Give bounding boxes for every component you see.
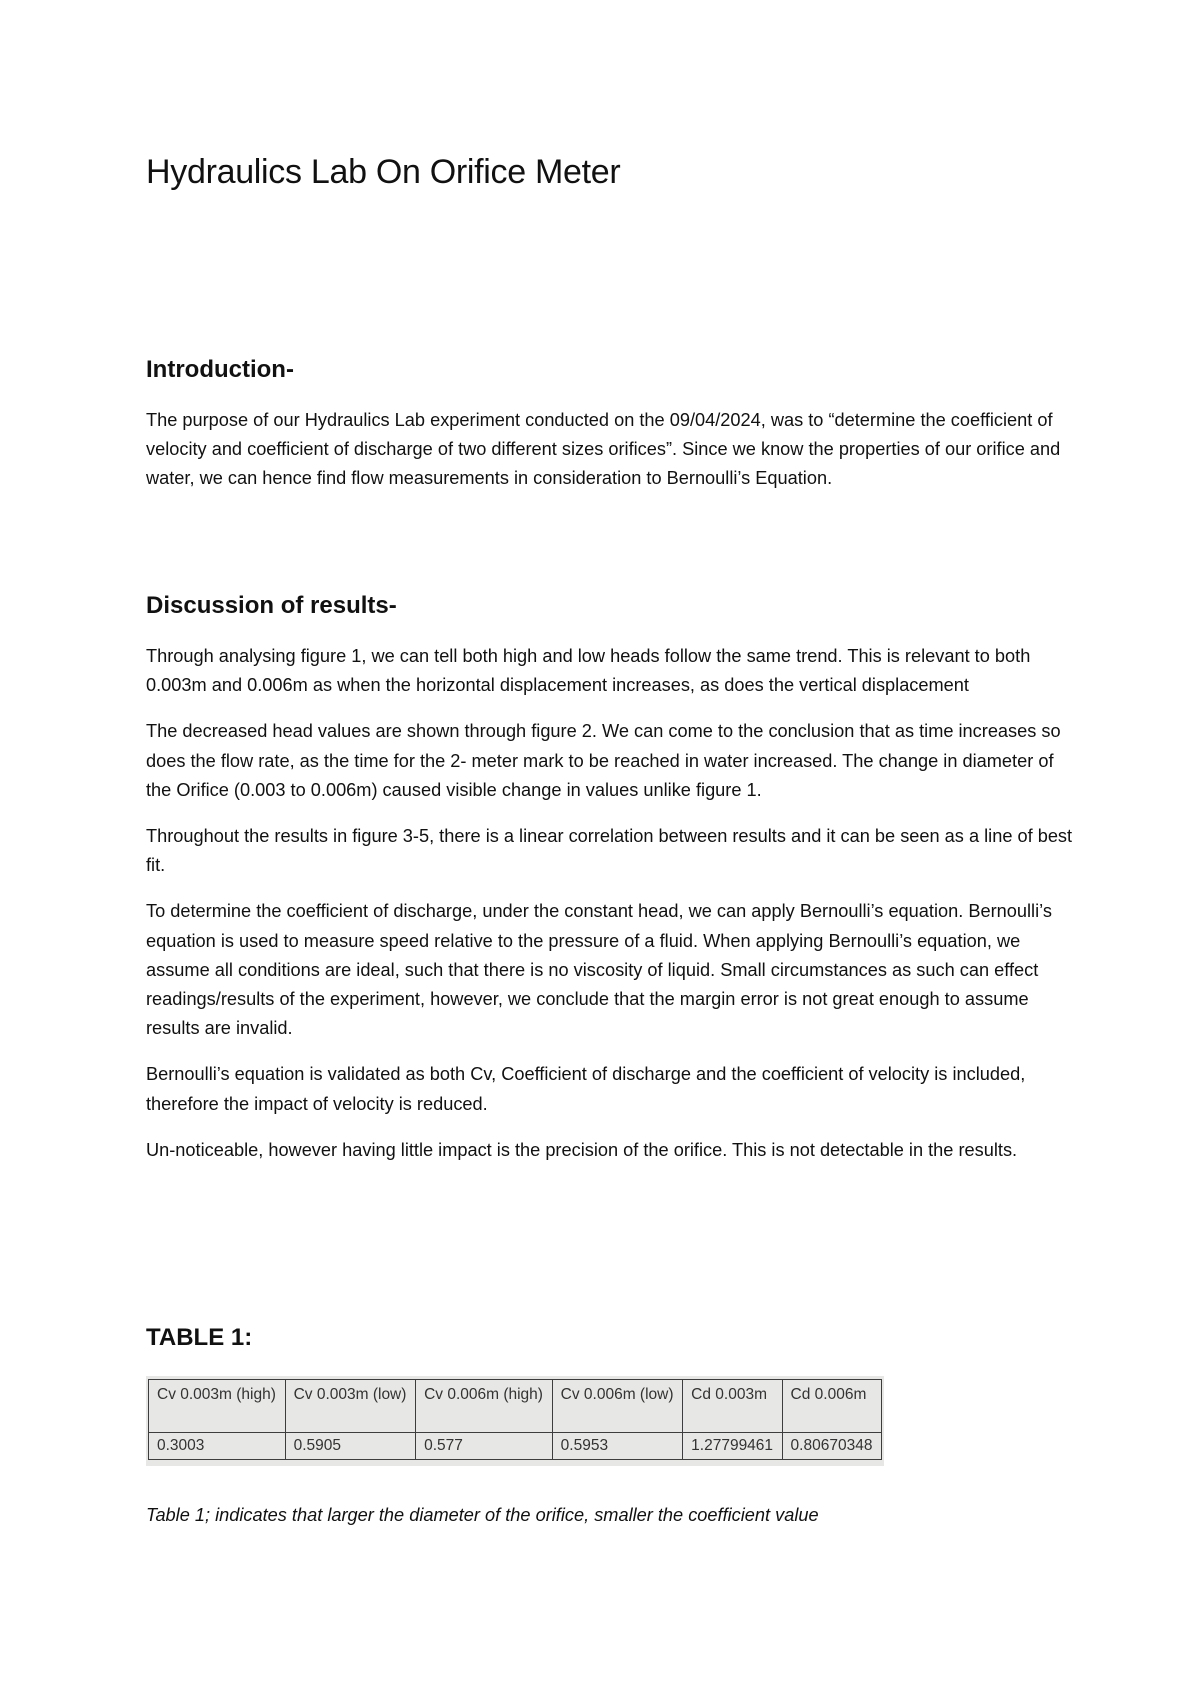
table-caption: Table 1; indicates that larger the diameter of the orifice, smaller the coefficient value xyxy=(146,1505,819,1526)
table-header-row xyxy=(149,1380,882,1433)
results-table-image xyxy=(146,1376,884,1466)
table-cell: 0.5953 xyxy=(552,1433,683,1460)
results-table xyxy=(148,1379,882,1460)
introduction-paragraph: The purpose of our Hydraulics Lab experiment conducted on the 09/04/2024, was to “determine the coefficient of velocity and coefficient of discharge of two different sizes orifices”. Since we know the properties of our orifice and water, we can hence find flow measurements in consideration to Bernoulli’s Equation. xyxy=(146,410,1061,489)
table-header-cell: Cv 0.003m (high) xyxy=(149,1380,286,1433)
table-header-cell: Cv 0.003m (low) xyxy=(285,1380,416,1433)
discussion-heading: Discussion of results- xyxy=(146,592,397,619)
table-row xyxy=(149,1433,882,1460)
table-cell: 0.3003 xyxy=(149,1433,286,1460)
table-heading: TABLE 1: xyxy=(146,1324,253,1351)
table-header-cell: Cv 0.006m (high) xyxy=(416,1380,553,1433)
discussion-body xyxy=(146,642,1076,1182)
table-header-cell: Cd 0.006m xyxy=(782,1380,881,1433)
table-cell: 1.27799461 xyxy=(683,1433,782,1460)
document-page xyxy=(146,150,1073,1526)
discussion-paragraph: To determine the coefficient of discharge, under the constant head, we can apply Bernoulli’s equation. Bernoulli’s equation is used to measure speed relative to the pressure of a fluid. When applying Bernoulli’s equation, we assume all conditions are ideal, such that there is no viscosity of liquid. Small circumstances as such can effect readings/results of the experiment, however, we conclude that the margin error is not great enough to assume results are invalid. xyxy=(146,901,1052,1039)
discussion-paragraph: The decreased head values are shown through figure 2. We can come to the conclusion that as time increases so does the flow rate, as the time for the 2- meter mark to be reached in water increased. The change in diameter of the Orifice (0.003 to 0.006m) caused visible change in values unlike figure 1. xyxy=(146,721,1061,800)
discussion-paragraph: Through analysing figure 1, we can tell both high and low heads follow the same trend. This is relevant to both 0.003m and 0.006m as when the horizontal displacement increases, as does the vertical displacement xyxy=(146,646,1031,696)
table-header-cell: Cv 0.006m (low) xyxy=(552,1380,683,1433)
introduction-heading: Introduction- xyxy=(146,356,294,383)
document-title: Hydraulics Lab On Orifice Meter xyxy=(146,153,621,191)
table-cell: 0.577 xyxy=(416,1433,553,1460)
table-cell: 0.80670348 xyxy=(782,1433,881,1460)
table-header-cell: Cd 0.003m xyxy=(683,1380,782,1433)
discussion-paragraph: Un-noticeable, however having little impact is the precision of the orifice. This is not detectable in the results. xyxy=(146,1139,1018,1160)
table-cell: 0.5905 xyxy=(285,1433,416,1460)
discussion-paragraph: Throughout the results in figure 3-5, there is a linear correlation between results and it can be seen as a line of best fit. xyxy=(146,826,1073,876)
discussion-paragraph: Bernoulli’s equation is validated as both Cv, Coefficient of discharge and the coefficient of velocity is included, therefore the impact of velocity is reduced. xyxy=(146,1064,1026,1114)
